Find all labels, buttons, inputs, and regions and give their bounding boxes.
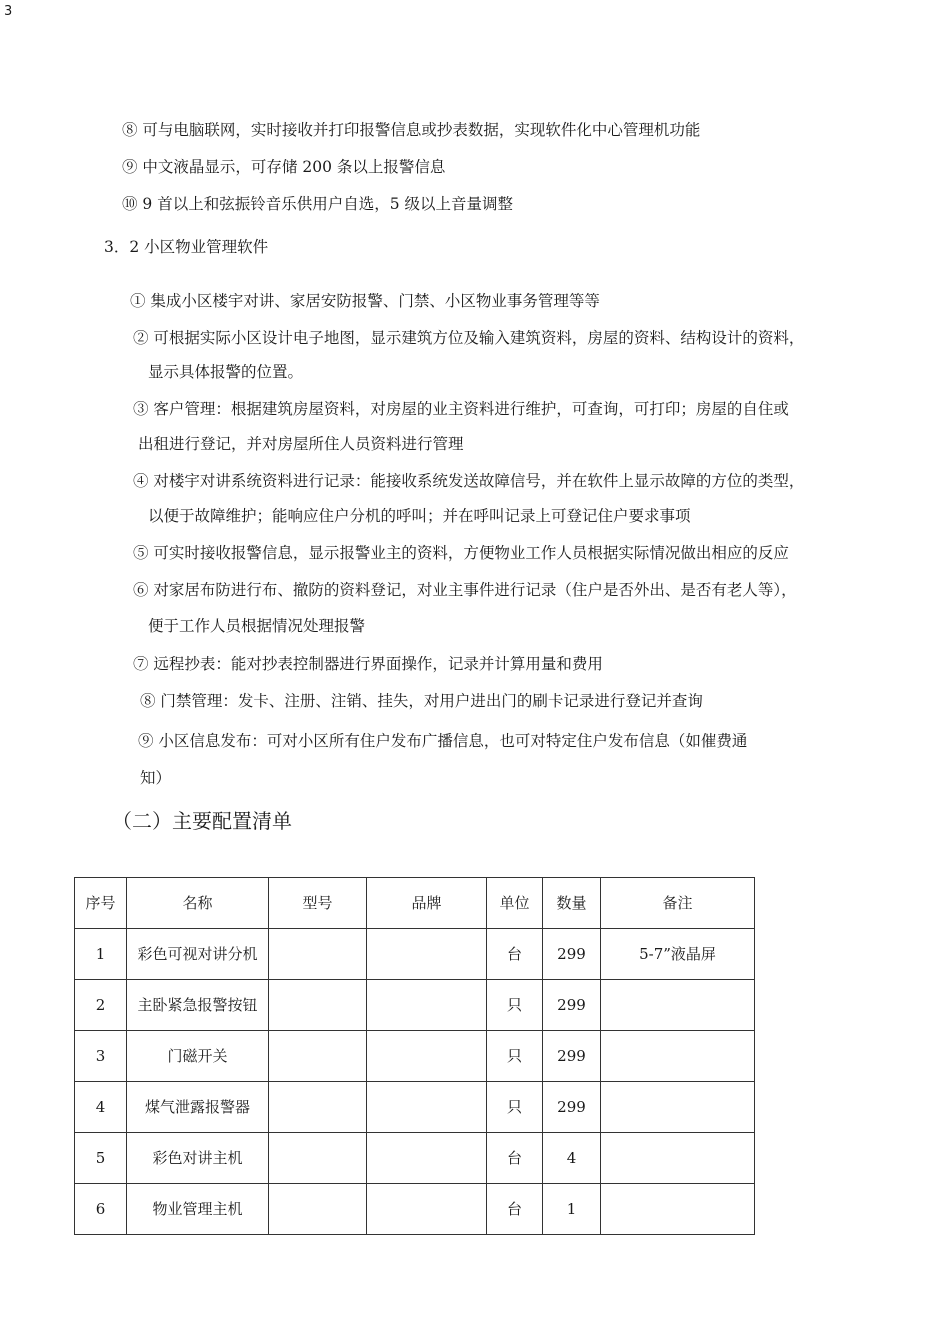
table-cell: 1 (75, 929, 127, 980)
software-item-3: ③ 客户管理：根据建筑房屋资料，对房屋的业主资料进行维护，可查询，可打印；房屋的自住或 (133, 400, 789, 418)
software-item-4-cont: 以便于故障维护；能响应住户分机的呼叫；并在呼叫记录上可登记住户要求事项 (148, 507, 691, 525)
table-row (75, 1133, 755, 1184)
table-cell: 只 (487, 1031, 543, 1082)
page-number: 3 (4, 4, 13, 19)
table-row (75, 980, 755, 1031)
table-cell: 煤气泄露报警器 (127, 1082, 269, 1133)
software-item-6-cont: 便于工作人员根据情况处理报警 (148, 617, 366, 635)
table-cell: 物业管理主机 (127, 1184, 269, 1235)
software-item-8: ⑧ 门禁管理：发卡、注册、注销、挂失，对用户进出门的刷卡记录进行登记并查询 (140, 692, 703, 710)
col-header: 单位 (487, 878, 543, 929)
software-item-3-cont: 出租进行登记，并对房屋所住人员资料进行管理 (138, 435, 464, 453)
table-cell: 6 (75, 1184, 127, 1235)
software-item-6: ⑥ 对家居布防进行布、撤防的资料登记，对业主事件进行记录（住户是否外出、是否有老人等）， (133, 581, 797, 599)
col-header: 品牌 (367, 878, 487, 929)
table-cell (269, 1082, 367, 1133)
table-cell (367, 980, 487, 1031)
table-cell: 台 (487, 929, 543, 980)
table-cell: 门磁开关 (127, 1031, 269, 1082)
software-item-4: ④ 对楼宇对讲系统资料进行记录：能接收系统发送故障信号，并在软件上显示故障的方位的类型， (133, 472, 805, 490)
col-header: 型号 (269, 878, 367, 929)
table-cell: 1 (543, 1184, 601, 1235)
col-header: 数量 (543, 878, 601, 929)
table-cell: 只 (487, 980, 543, 1031)
col-header: 名称 (127, 878, 269, 929)
table-cell: 彩色对讲主机 (127, 1133, 269, 1184)
table-row (75, 929, 755, 980)
feature-item-8: ⑧ 可与电脑联网，实时接收并打印报警信息或抄表数据，实现软件化中心管理机功能 (122, 121, 701, 139)
table-cell (601, 1031, 755, 1082)
software-item-5: ⑤ 可实时接收报警信息，显示报警业主的资料，方便物业工作人员根据实际情况做出相应的反应 (133, 544, 789, 562)
software-item-1: ① 集成小区楼宇对讲、家居安防报警、门禁、小区物业事务管理等等 (130, 292, 600, 310)
col-header: 序号 (75, 878, 127, 929)
config-heading: （二）主要配置清单 (112, 809, 292, 833)
table-cell (269, 1133, 367, 1184)
table-row (75, 1031, 755, 1082)
table-row (75, 1184, 755, 1235)
table-cell: 台 (487, 1184, 543, 1235)
table-cell: 4 (543, 1133, 601, 1184)
table-cell: 2 (75, 980, 127, 1031)
table-cell (269, 1184, 367, 1235)
table-cell (367, 1031, 487, 1082)
table-cell (367, 1082, 487, 1133)
table-cell (367, 929, 487, 980)
software-item-9: ⑨ 小区信息发布：可对小区所有住户发布广播信息，也可对特定住户发布信息（如催费通 (138, 732, 748, 750)
table-cell (601, 1133, 755, 1184)
config-table (74, 877, 755, 1235)
table-cell: 5 (75, 1133, 127, 1184)
feature-item-9: ⑨ 中文液晶显示，可存储 200 条以上报警信息 (122, 158, 446, 176)
table-cell (601, 1082, 755, 1133)
table-cell: 299 (543, 1031, 601, 1082)
table-row (75, 1082, 755, 1133)
table-cell (601, 980, 755, 1031)
software-item-2-cont: 显示具体报警的位置。 (148, 363, 304, 381)
software-item-7: ⑦ 远程抄表：能对抄表控制器进行界面操作，记录并计算用量和费用 (133, 655, 603, 673)
col-header: 备注 (601, 878, 755, 929)
table-header-row (75, 878, 755, 929)
table-cell: 5-7”液晶屏 (601, 929, 755, 980)
table-cell: 只 (487, 1082, 543, 1133)
table-cell: 299 (543, 929, 601, 980)
table-cell (269, 1031, 367, 1082)
section-title: 3．2 小区物业管理软件 (104, 238, 269, 256)
table-cell (269, 929, 367, 980)
table-cell (367, 1133, 487, 1184)
software-item-2: ② 可根据实际小区设计电子地图，显示建筑方位及输入建筑资料，房屋的资料、结构设计的资料， (133, 329, 805, 347)
table-cell: 3 (75, 1031, 127, 1082)
table-cell: 主卧紧急报警按钮 (127, 980, 269, 1031)
table-cell: 4 (75, 1082, 127, 1133)
table-cell (367, 1184, 487, 1235)
table-cell (601, 1184, 755, 1235)
table-cell: 彩色可视对讲分机 (127, 929, 269, 980)
feature-item-10: ⑩ 9 首以上和弦振铃音乐供用户自选，5 级以上音量调整 (122, 195, 514, 213)
table-cell (269, 980, 367, 1031)
table-cell: 299 (543, 980, 601, 1031)
software-item-9-cont: 知） (140, 769, 172, 787)
table-cell: 台 (487, 1133, 543, 1184)
table-cell: 299 (543, 1082, 601, 1133)
